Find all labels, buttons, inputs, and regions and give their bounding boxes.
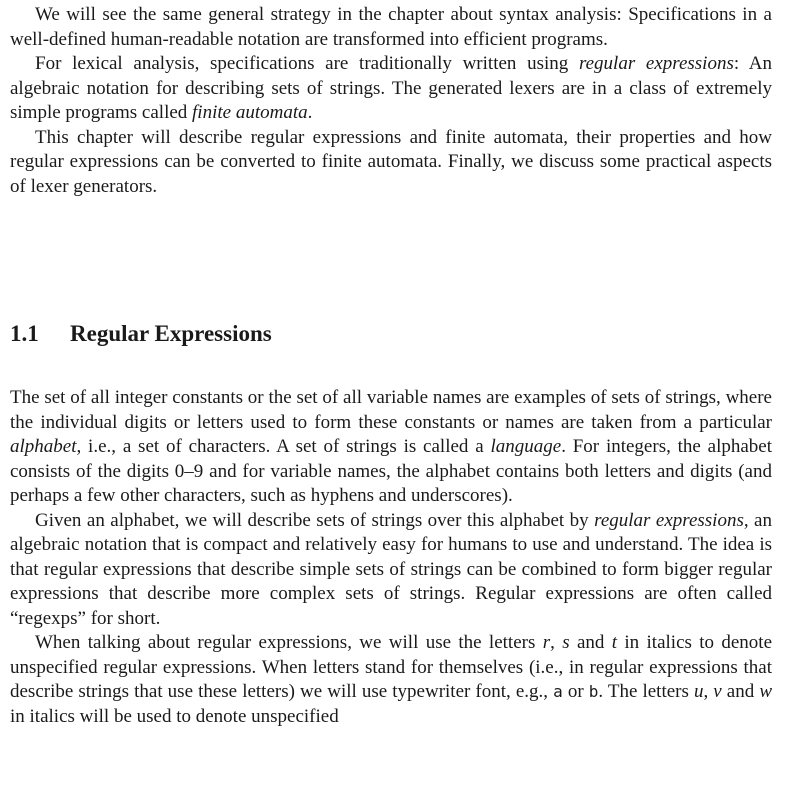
intro-paragraph-1	[10, 3, 772, 52]
intro-p1-text: We will see the same general strategy in the chapter about syntax analysis: Specifications in a well-defined human-readable notation are transformed into efficient programs.	[10, 4, 772, 50]
body-p2-text-b: , an algebraic notation that is compact and relatively easy for humans to use and understand. The idea is that regular expressions that describe simple sets of strings can be combined to form bigger regular expressions that describe more complex sets of strings. Regular expressions are often called “regexps” for short.	[10, 509, 772, 629]
body-p3-and: and	[569, 632, 612, 653]
section-number: 1.1	[10, 321, 39, 346]
body-paragraph-2	[10, 509, 772, 632]
var-w: w	[759, 681, 773, 702]
term-alphabet: alphabet	[10, 436, 77, 457]
section-title: Regular Expressions	[70, 321, 272, 346]
body-p3-comma: ,	[550, 632, 563, 653]
term-language: language	[490, 436, 562, 457]
var-t: t	[611, 632, 618, 653]
section-heading	[10, 319, 272, 349]
body-p1-text-b: , i.e., a set of characters. A set of strings is called a	[76, 436, 491, 457]
code-b: b	[588, 682, 599, 701]
intro-paragraph-2	[10, 52, 772, 126]
var-u: u	[693, 681, 704, 702]
body-p3-text-c: . The letters	[598, 681, 694, 702]
intro-paragraph-3	[10, 126, 772, 200]
intro-p3-text: This chapter will describe regular expressions and finite automata, their properties and how regular expressions can be converted to finite automata. Finally, we discuss some practical aspects of lexer generators.	[10, 126, 772, 197]
intro-p2-text-c: .	[307, 102, 313, 123]
intro-p2-text-b: : An algebraic notation for describing sets of strings. The generated lexers are in a class of extremely simple programs called	[10, 53, 773, 123]
body-p3-comma-2: ,	[703, 681, 714, 702]
var-s: s	[562, 632, 570, 653]
var-v: v	[713, 681, 722, 702]
body-paragraph-3	[10, 631, 772, 729]
term-regular-expressions-2: regular expressions	[594, 509, 744, 531]
body-p3-text-b: in italics to denote unspecified regular expressions. When letters stand for themselves (i.e., in regular expressions that describe strings that use these letters) we will use typewriter font, e.g.,	[10, 632, 773, 702]
section-body	[10, 386, 772, 729]
body-p1-text-a: The set of all integer constants or the set of all variable names are examples of sets of strings, where the individual digits or letters used to form these constants or names are taken from a particular	[10, 387, 772, 433]
body-p3-text-a: When talking about regular expressions, we will use the letters	[35, 632, 543, 653]
intro-p2-text-a: For lexical analysis, specifications are traditionally written using	[35, 53, 579, 74]
intro-block	[10, 3, 772, 199]
body-p3-and-2: and	[721, 681, 760, 702]
code-a: a	[553, 682, 563, 701]
term-regular-expressions: regular expressions	[578, 53, 734, 74]
body-p1-text-c: . For integers, the alphabet consists of the digits 0–9 and for variable names, the alphabet contains both letters and digits (and perhaps a few other characters, such as hyphens and underscores).	[10, 436, 773, 506]
term-finite-automata: finite automata	[192, 102, 308, 123]
body-p2-text-a: Given an alphabet, we will describe sets of strings over this alphabet by	[35, 509, 595, 531]
body-p3-or: or	[562, 681, 589, 702]
body-p3-text-d: in italics will be used to denote unspecified	[10, 705, 339, 727]
var-r: r	[542, 632, 551, 653]
body-paragraph-1	[10, 386, 772, 509]
